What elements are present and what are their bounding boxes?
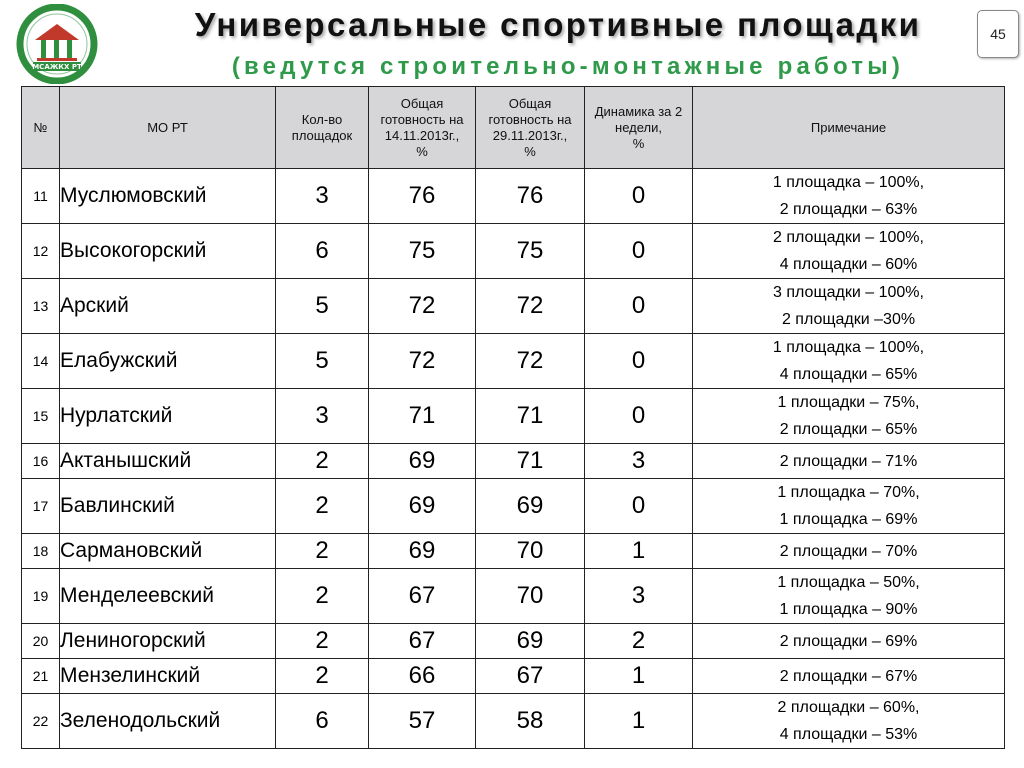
table-row — [22, 444, 1005, 479]
dynamics-value: 0 — [585, 224, 693, 279]
readiness-nov-14: 75 — [369, 224, 476, 279]
header-note: Примечание — [693, 87, 1005, 169]
note-cell — [693, 444, 1005, 479]
municipality-name: Сармановский — [60, 534, 276, 569]
header-mo: МО РТ — [60, 87, 276, 169]
note-cell — [693, 534, 1005, 569]
table-row — [22, 534, 1005, 569]
note-line: 1 площадки – 75%, — [777, 394, 920, 411]
page-title: Универсальные спортивные площадки — [194, 6, 922, 43]
row-number: 20 — [22, 624, 60, 659]
header-dynamics — [585, 87, 693, 169]
sites-count: 5 — [276, 334, 369, 389]
ministry-emblem-icon — [9, 4, 109, 84]
header-ready-2-line: % — [524, 143, 536, 159]
readiness-nov-14: 66 — [369, 659, 476, 694]
note-cell — [693, 334, 1005, 389]
sites-count: 3 — [276, 389, 369, 444]
municipality-name: Нурлатский — [60, 389, 276, 444]
sites-count: 6 — [276, 694, 369, 749]
logo-caption: МСАЖКХ РТ — [32, 63, 82, 71]
header-count — [276, 87, 369, 169]
note-cell — [693, 624, 1005, 659]
note-line: 1 площадка – 69% — [779, 511, 918, 528]
header-ready-1-line: % — [416, 143, 428, 159]
sites-count: 6 — [276, 224, 369, 279]
header-ready-2 — [476, 87, 585, 169]
table-row — [22, 479, 1005, 534]
readiness-nov-14: 69 — [369, 534, 476, 569]
table-row — [22, 569, 1005, 624]
readiness-nov-29: 58 — [476, 694, 585, 749]
readiness-nov-29: 75 — [476, 224, 585, 279]
readiness-nov-29: 76 — [476, 169, 585, 224]
stadiums-table — [21, 86, 1005, 749]
note-line: 2 площадки – 70% — [779, 542, 918, 560]
note-cell — [693, 659, 1005, 694]
municipality-name: Муслюмовский — [60, 169, 276, 224]
note-line: 3 площадки – 100%, — [773, 284, 924, 301]
note-line: 2 площадки – 65% — [779, 421, 918, 438]
row-number: 13 — [22, 279, 60, 334]
note-line: 2 площадки – 67% — [779, 667, 918, 685]
note-line: 4 площадки – 60% — [779, 256, 918, 273]
sites-count: 2 — [276, 534, 369, 569]
municipality-name: Менделеевский — [60, 569, 276, 624]
municipality-name: Зеленодольский — [60, 694, 276, 749]
readiness-nov-29: 70 — [476, 569, 585, 624]
dynamics-value: 3 — [585, 569, 693, 624]
note-cell — [693, 479, 1005, 534]
note-line: 1 площадка – 50%, — [777, 574, 920, 591]
dynamics-value: 1 — [585, 694, 693, 749]
readiness-nov-29: 72 — [476, 279, 585, 334]
municipality-name: Елабужский — [60, 334, 276, 389]
row-number: 14 — [22, 334, 60, 389]
note-line: 2 площадки – 60%, — [777, 699, 920, 716]
readiness-nov-14: 72 — [369, 279, 476, 334]
dynamics-value: 3 — [585, 444, 693, 479]
row-number: 17 — [22, 479, 60, 534]
municipality-name: Высокогорский — [60, 224, 276, 279]
header-ready-1 — [369, 87, 476, 169]
table-row — [22, 334, 1005, 389]
header-count-line: Кол-во — [301, 111, 343, 127]
municipality-name: Бавлинский — [60, 479, 276, 534]
sites-count: 2 — [276, 659, 369, 694]
dynamics-value: 1 — [585, 659, 693, 694]
table-row — [22, 624, 1005, 659]
header-dynamics-line: недели, — [615, 119, 662, 135]
sites-count: 3 — [276, 169, 369, 224]
readiness-nov-29: 69 — [476, 624, 585, 659]
table-row — [22, 659, 1005, 694]
row-number: 12 — [22, 224, 60, 279]
header-ready-2-line: Общая — [508, 95, 552, 111]
note-line: 2 площадки – 71% — [779, 452, 918, 470]
table-row — [22, 279, 1005, 334]
row-number: 19 — [22, 569, 60, 624]
municipality-name: Арский — [60, 279, 276, 334]
readiness-nov-14: 72 — [369, 334, 476, 389]
dynamics-value: 0 — [585, 279, 693, 334]
readiness-nov-29: 67 — [476, 659, 585, 694]
readiness-nov-29: 71 — [476, 444, 585, 479]
table-header-row — [22, 87, 1005, 169]
note-line: 2 площадки – 100%, — [773, 229, 924, 246]
sites-count: 2 — [276, 479, 369, 534]
header-ready-1-line: 14.11.2013г., — [384, 127, 460, 143]
municipality-name: Актанышский — [60, 444, 276, 479]
header-dynamics-line: % — [632, 135, 645, 151]
header-ready-2-line: 29.11.2013г., — [492, 127, 568, 143]
slide-number: 45 — [977, 10, 1019, 58]
municipality-name: Лениногорский — [60, 624, 276, 659]
header-ready-2-line: готовность на — [488, 111, 572, 127]
header-num: № — [22, 87, 60, 169]
readiness-nov-29: 70 — [476, 534, 585, 569]
dynamics-value: 2 — [585, 624, 693, 659]
note-line: 4 площадки – 65% — [779, 366, 918, 383]
readiness-nov-14: 57 — [369, 694, 476, 749]
header-ready-1-line: Общая — [400, 95, 444, 111]
table-row — [22, 389, 1005, 444]
readiness-nov-29: 69 — [476, 479, 585, 534]
dynamics-value: 1 — [585, 534, 693, 569]
note-cell — [693, 224, 1005, 279]
row-number: 18 — [22, 534, 60, 569]
readiness-nov-14: 67 — [369, 569, 476, 624]
note-line: 1 площадка – 70%, — [777, 484, 920, 501]
readiness-nov-14: 71 — [369, 389, 476, 444]
row-number: 22 — [22, 694, 60, 749]
logo — [9, 4, 109, 84]
table-body — [22, 169, 1005, 749]
sites-count: 2 — [276, 444, 369, 479]
note-line: 4 площадки – 53% — [779, 726, 918, 743]
note-line: 2 площадки – 63% — [779, 201, 918, 218]
row-number: 16 — [22, 444, 60, 479]
header-dynamics-line: Динамика за 2 — [594, 103, 683, 119]
sites-count: 2 — [276, 569, 369, 624]
dynamics-value: 0 — [585, 169, 693, 224]
note-cell — [693, 279, 1005, 334]
page-subtitle: (ведутся строительно-монтажные работы) — [231, 53, 905, 80]
dynamics-value: 0 — [585, 334, 693, 389]
sites-count: 5 — [276, 279, 369, 334]
note-cell — [693, 569, 1005, 624]
dynamics-value: 0 — [585, 479, 693, 534]
readiness-nov-14: 76 — [369, 169, 476, 224]
readiness-nov-14: 69 — [369, 444, 476, 479]
row-number: 11 — [22, 169, 60, 224]
note-line: 1 площадка – 100%, — [772, 339, 925, 356]
readiness-nov-29: 72 — [476, 334, 585, 389]
note-line: 2 площадки –30% — [781, 311, 916, 328]
note-line: 1 площадка – 100%, — [772, 174, 925, 191]
table-row — [22, 694, 1005, 749]
dynamics-value: 0 — [585, 389, 693, 444]
header-count-line: площадок — [291, 127, 353, 143]
table-row — [22, 224, 1005, 279]
readiness-nov-14: 69 — [369, 479, 476, 534]
note-cell — [693, 694, 1005, 749]
municipality-name: Мензелинский — [60, 659, 276, 694]
note-line: 1 площадка – 90% — [779, 601, 918, 618]
header-ready-1-line: готовность на — [380, 111, 464, 127]
note-cell — [693, 169, 1005, 224]
row-number: 21 — [22, 659, 60, 694]
table-row — [22, 169, 1005, 224]
row-number: 15 — [22, 389, 60, 444]
note-line: 2 площадки – 69% — [779, 632, 918, 650]
sites-count: 2 — [276, 624, 369, 659]
note-cell — [693, 389, 1005, 444]
readiness-nov-14: 67 — [369, 624, 476, 659]
readiness-nov-29: 71 — [476, 389, 585, 444]
